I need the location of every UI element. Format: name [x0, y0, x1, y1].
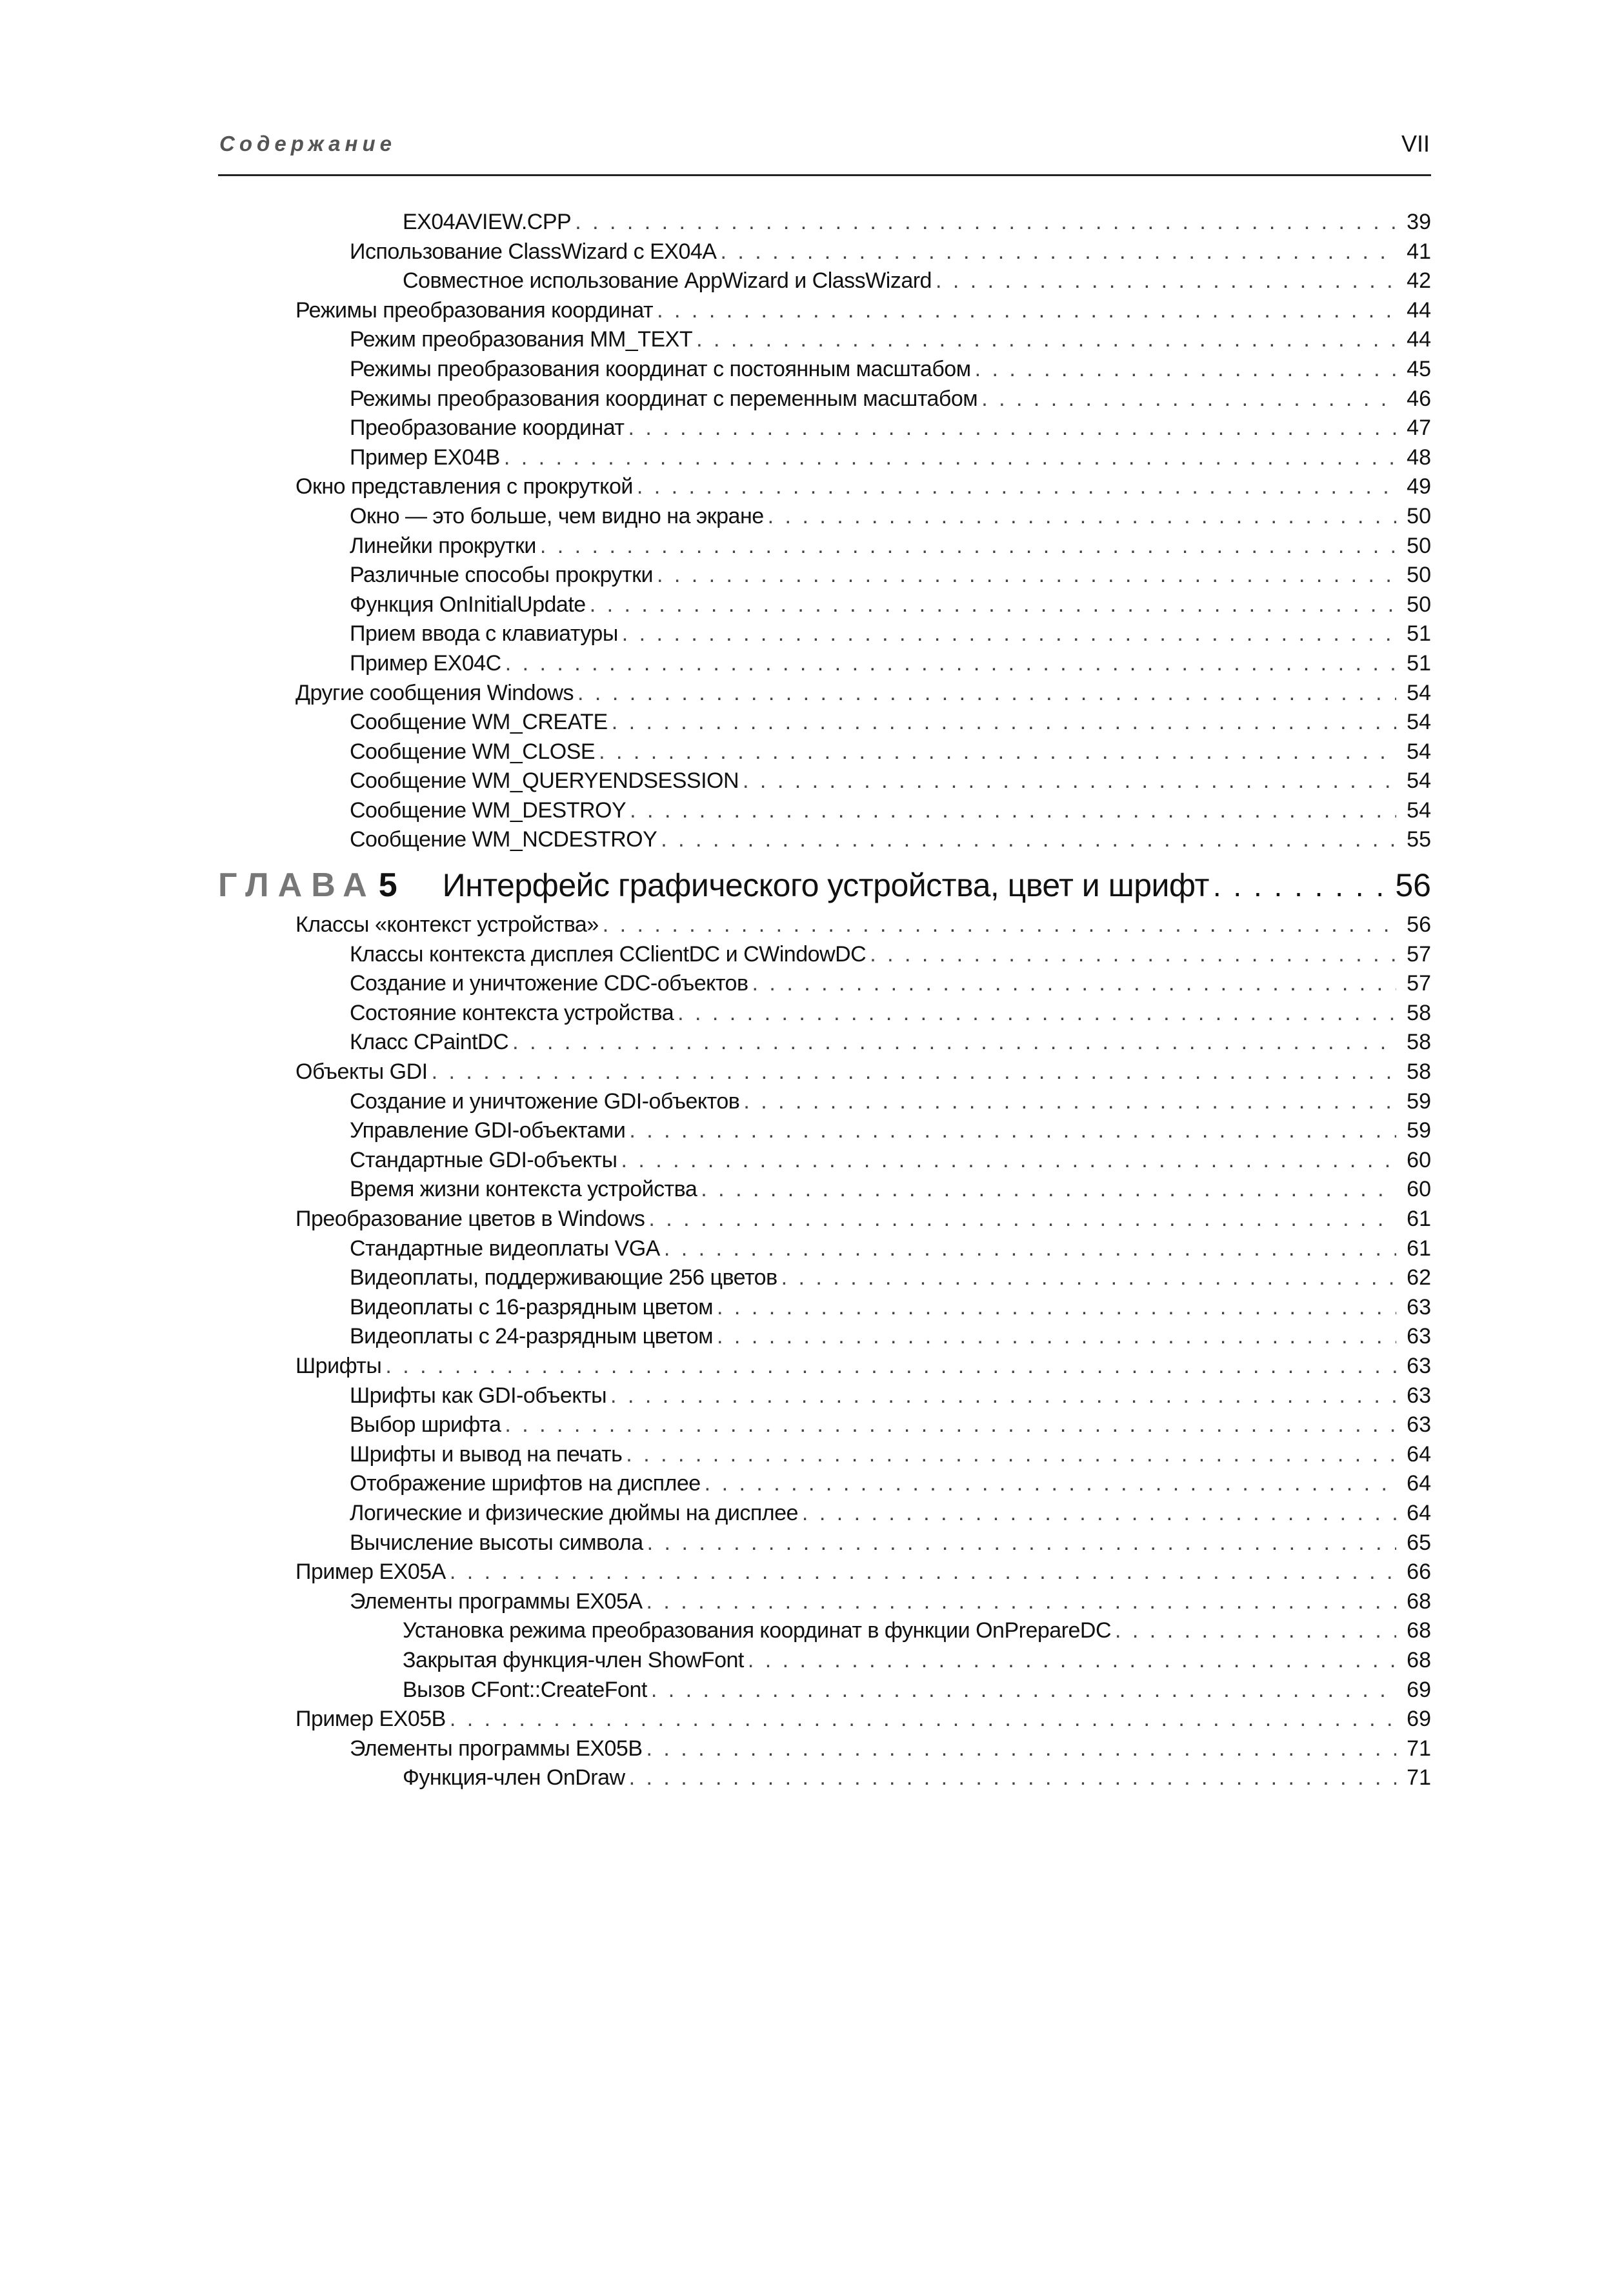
- dot-leader: [936, 266, 1396, 296]
- toc-entry[interactable]: [218, 1558, 1431, 1587]
- toc-entry[interactable]: [218, 1646, 1431, 1676]
- toc-entry-title: Выбор шрифта: [350, 1412, 501, 1438]
- dot-leader: [705, 1469, 1396, 1499]
- toc-entry-title: Режимы преобразования координат с переменным масштабом: [350, 386, 978, 411]
- dot-leader: [802, 1499, 1396, 1529]
- toc-entry[interactable]: [218, 414, 1431, 443]
- toc-entry[interactable]: [218, 708, 1431, 737]
- toc-entry[interactable]: [218, 1234, 1431, 1264]
- toc-entry-title: Классы «контекст устройства»: [296, 912, 599, 938]
- toc-section-before-chapter: [218, 208, 1431, 855]
- toc-entry-title: Сообщение WM_CREATE: [350, 710, 608, 735]
- toc-entry[interactable]: [218, 767, 1431, 796]
- toc-entry-title: Режимы преобразования координат с постоянным масштабом: [350, 356, 971, 381]
- toc-entry[interactable]: [218, 737, 1431, 767]
- toc-entry-title: Окно — это больше, чем видно на экране: [350, 503, 764, 528]
- dot-leader: [599, 737, 1396, 767]
- toc-entry[interactable]: [218, 1322, 1431, 1352]
- toc-entry-title: Различные способы прокрутки: [350, 563, 653, 588]
- toc-entry-page: 57: [1407, 941, 1431, 967]
- chapter-title: Интерфейс графического устройства, цвет и шрифт: [442, 867, 1209, 904]
- toc-entry-page: 71: [1407, 1765, 1431, 1791]
- toc-entry-title: Пример EX04C: [350, 650, 501, 676]
- toc-entry-page: 47: [1407, 416, 1431, 441]
- toc-entry[interactable]: [218, 325, 1431, 355]
- toc-entry-title: Шрифты как GDI-объекты: [350, 1383, 607, 1408]
- dot-leader: [504, 443, 1396, 473]
- toc-entry-title: Сообщение WM_DESTROY: [350, 797, 627, 823]
- dot-leader: [637, 472, 1396, 502]
- toc-entry[interactable]: [218, 1028, 1431, 1058]
- toc-entry[interactable]: [218, 679, 1431, 708]
- toc-entry-title: Режимы преобразования координат: [296, 297, 654, 323]
- toc-entry[interactable]: [218, 208, 1431, 237]
- toc-entry[interactable]: [218, 1410, 1431, 1440]
- dot-leader: [743, 1087, 1396, 1117]
- toc-entry-page: 64: [1407, 1471, 1431, 1496]
- toc-entry[interactable]: [218, 649, 1431, 679]
- toc-entry-page: 44: [1407, 297, 1431, 323]
- toc-entry-page: 61: [1407, 1207, 1431, 1231]
- toc-entry-title: Логические и физические дюймы на дисплее: [350, 1500, 798, 1525]
- dot-leader: [768, 502, 1396, 532]
- dot-leader: [696, 325, 1396, 355]
- toc-entry-page: 54: [1407, 680, 1431, 705]
- toc-entry-title: Пример EX05B: [296, 1707, 446, 1732]
- toc-entry-title: Классы контекста дисплея CClientDC и CWindowDC: [350, 941, 867, 967]
- toc-entry-title: Преобразование цветов в Windows: [296, 1207, 645, 1231]
- dot-leader: [647, 1529, 1396, 1558]
- toc-entry-title: Закрытая функция-член ShowFont: [403, 1647, 744, 1672]
- toc-entry-title: Вычисление высоты символа: [350, 1530, 643, 1555]
- toc-entry-title: Элементы программы EX05A: [350, 1589, 643, 1614]
- page-number: VII: [1401, 130, 1430, 157]
- toc-entry[interactable]: [218, 1440, 1431, 1470]
- page-header: [218, 129, 1431, 176]
- toc-entry[interactable]: [218, 1381, 1431, 1411]
- toc-entry[interactable]: [218, 1499, 1431, 1529]
- chapter-number: 5: [378, 867, 397, 905]
- toc-entry-title: Стандартные GDI-объекты: [350, 1147, 617, 1172]
- toc-entry-title: Сообщение WM_CLOSE: [350, 739, 596, 764]
- dot-leader: [505, 1410, 1396, 1440]
- dot-leader: [610, 1381, 1396, 1411]
- chapter-heading[interactable]: [218, 860, 1431, 910]
- dot-leader: [630, 796, 1396, 826]
- toc-entry-page: 58: [1407, 1000, 1431, 1025]
- toc-entry-page: 64: [1407, 1500, 1431, 1525]
- toc-entry[interactable]: [218, 910, 1431, 940]
- dot-leader: [677, 999, 1396, 1028]
- toc-entry[interactable]: [218, 619, 1431, 649]
- toc-entry-page: 68: [1407, 1647, 1431, 1672]
- toc-entry[interactable]: [218, 237, 1431, 267]
- toc-entry-title: Класс CPaintDC: [350, 1030, 509, 1055]
- toc-entry-title: Преобразование координат: [350, 416, 625, 441]
- toc-entry-page: 41: [1407, 239, 1431, 264]
- toc-entry[interactable]: [218, 1587, 1431, 1617]
- toc-entry-page: 63: [1407, 1324, 1431, 1349]
- toc-entry[interactable]: [218, 1263, 1431, 1293]
- toc-entry-page: 56: [1407, 912, 1431, 938]
- chapter-page-number: 56: [1395, 867, 1431, 904]
- toc-entry-page: 66: [1407, 1560, 1431, 1585]
- toc-entry-title: Окно представления с прокруткой: [296, 474, 633, 499]
- toc-entry-title: Отображение шрифтов на дисплее: [350, 1471, 701, 1496]
- dot-leader: [664, 1234, 1396, 1264]
- toc-entry[interactable]: [218, 532, 1431, 561]
- dot-leader: [647, 1734, 1396, 1764]
- dot-leader: [752, 969, 1396, 999]
- toc-entry[interactable]: [218, 825, 1431, 855]
- toc-entry-page: 58: [1407, 1059, 1431, 1085]
- toc-entry[interactable]: [218, 1352, 1431, 1381]
- toc-entry[interactable]: [218, 1058, 1431, 1087]
- dot-leader: [657, 561, 1396, 590]
- toc-entry-page: 65: [1407, 1530, 1431, 1555]
- dot-leader: [629, 1116, 1396, 1146]
- toc-entry-title: Элементы программы EX05B: [350, 1736, 643, 1761]
- dot-leader: [540, 532, 1396, 561]
- toc-entry-page: 68: [1407, 1618, 1431, 1643]
- toc-entry-page: 59: [1407, 1088, 1431, 1114]
- dot-leader: [512, 1028, 1396, 1058]
- toc-entry-page: 39: [1407, 210, 1431, 234]
- toc-entry[interactable]: [218, 1705, 1431, 1734]
- toc-entry-page: 63: [1407, 1353, 1431, 1378]
- toc-entry-title: Управление GDI-объектами: [350, 1118, 626, 1143]
- dot-leader: [612, 708, 1396, 737]
- toc-entry-title: Другие сообщения Windows: [296, 680, 574, 705]
- toc-entry-title: Совместное использование AppWizard и ClassWizard: [403, 268, 932, 294]
- toc-entry-page: 50: [1407, 533, 1431, 558]
- toc-entry-title: Шрифты и вывод на печать: [350, 1441, 623, 1467]
- toc-entry-page: 54: [1407, 797, 1431, 823]
- chapter-label: ГЛАВА: [218, 867, 376, 905]
- dot-leader: [701, 1175, 1396, 1205]
- dot-leader: [975, 355, 1396, 385]
- toc-entry-page: 54: [1407, 710, 1431, 735]
- toc-entry-title: Шрифты: [296, 1353, 382, 1378]
- toc-entry-page: 58: [1407, 1030, 1431, 1055]
- dot-leader: [647, 1587, 1396, 1617]
- toc-entry[interactable]: [218, 1616, 1431, 1646]
- dot-leader: [717, 1293, 1396, 1323]
- running-header-title: Содержание: [219, 132, 396, 155]
- toc-entry[interactable]: [218, 1763, 1431, 1793]
- toc-entry-page: 63: [1407, 1383, 1431, 1408]
- dot-leader: [743, 767, 1396, 796]
- toc-entry-page: 51: [1407, 650, 1431, 676]
- toc-entry[interactable]: [218, 940, 1431, 970]
- dot-leader: [628, 414, 1396, 443]
- toc-entry-title: Установка режима преобразования координат в функции OnPrepareDC: [403, 1618, 1112, 1643]
- toc-entry[interactable]: [218, 266, 1431, 296]
- toc-entry-title: Сообщение WM_NCDESTROY: [350, 827, 657, 852]
- toc-entry-page: 71: [1407, 1736, 1431, 1761]
- dot-leader: [748, 1646, 1396, 1676]
- toc-entry[interactable]: [218, 385, 1431, 414]
- dot-leader: [981, 385, 1396, 414]
- toc-entry[interactable]: [218, 1175, 1431, 1205]
- dot-leader: [577, 679, 1396, 708]
- toc-entry-title: Видеоплаты с 24-разрядным цветом: [350, 1324, 714, 1349]
- dot-leader: [648, 1205, 1396, 1234]
- dot-leader: [870, 940, 1396, 970]
- toc-entry-title: Объекты GDI: [296, 1059, 428, 1085]
- dot-leader: [622, 619, 1396, 649]
- toc-entry-title: Прием ввода с клавиатуры: [350, 621, 618, 647]
- dot-leader: [626, 1440, 1396, 1470]
- dot-leader: [603, 910, 1396, 940]
- toc-entry[interactable]: [218, 969, 1431, 999]
- dot-leader: [621, 1146, 1396, 1176]
- toc-entry[interactable]: [218, 1116, 1431, 1146]
- toc-entry-page: 50: [1407, 503, 1431, 528]
- dot-leader: [720, 237, 1396, 267]
- toc-entry-page: 49: [1407, 474, 1431, 499]
- toc-entry-page: 48: [1407, 445, 1431, 470]
- dot-leader: [450, 1558, 1396, 1587]
- toc-entry-title: Режим преобразования MM_TEXT: [350, 327, 693, 352]
- toc-entry[interactable]: [218, 443, 1431, 473]
- dot-leader: [505, 649, 1396, 679]
- toc-entry-title: Пример EX04B: [350, 445, 500, 470]
- toc-entry[interactable]: [218, 561, 1431, 590]
- toc-entry-title: Состояние контекста устройства: [350, 1000, 674, 1025]
- toc-entry-title: Видеоплаты, поддерживающие 256 цветов: [350, 1265, 777, 1290]
- toc-entry-page: 54: [1407, 768, 1431, 794]
- toc-entry-page: 45: [1407, 356, 1431, 381]
- toc-entry[interactable]: [218, 590, 1431, 620]
- toc-entry[interactable]: [218, 502, 1431, 532]
- toc-entry-title: EX04AVIEW.CPP: [403, 210, 572, 234]
- dot-leader: [1115, 1616, 1396, 1646]
- toc-entry-page: 69: [1407, 1707, 1431, 1732]
- toc-entry-title: Создание и уничтожение CDC-объектов: [350, 971, 748, 996]
- toc-entry-title: Вызов CFont::CreateFont: [403, 1677, 647, 1702]
- toc-entry-page: 55: [1407, 827, 1431, 852]
- dot-leader: [657, 296, 1396, 326]
- dot-leader: [781, 1263, 1396, 1293]
- toc-entry-title: Пример EX05A: [296, 1560, 446, 1585]
- toc-entry[interactable]: [218, 796, 1431, 826]
- toc-entry[interactable]: [218, 999, 1431, 1028]
- toc-entry[interactable]: [218, 1293, 1431, 1323]
- toc-entry[interactable]: [218, 1734, 1431, 1764]
- toc-entry[interactable]: [218, 1146, 1431, 1176]
- dot-leader: [385, 1352, 1396, 1381]
- toc-entry-title: Создание и уничтожение GDI-объектов: [350, 1088, 740, 1114]
- toc-entry[interactable]: [218, 1469, 1431, 1499]
- toc-entry-page: 64: [1407, 1441, 1431, 1467]
- toc-entry-page: 63: [1407, 1294, 1431, 1319]
- toc-entry-page: 68: [1407, 1589, 1431, 1614]
- dot-leader: [432, 1058, 1396, 1087]
- dot-leader: [1213, 861, 1392, 911]
- table-of-contents: [218, 208, 1431, 1793]
- toc-entry-title: Сообщение WM_QUERYENDSESSION: [350, 768, 739, 794]
- toc-entry-page: 50: [1407, 563, 1431, 588]
- toc-entry-page: 63: [1407, 1412, 1431, 1438]
- toc-entry-title: Функция-член OnDraw: [403, 1765, 625, 1791]
- toc-entry-page: 62: [1407, 1265, 1431, 1290]
- toc-entry-page: 54: [1407, 739, 1431, 764]
- toc-entry-title: Время жизни контекста устройства: [350, 1177, 697, 1202]
- toc-entry[interactable]: [218, 1529, 1431, 1558]
- toc-entry-page: 69: [1407, 1677, 1431, 1702]
- toc-section-after-chapter: [218, 910, 1431, 1793]
- dot-leader: [575, 208, 1396, 237]
- toc-entry[interactable]: [218, 1087, 1431, 1117]
- toc-entry[interactable]: [218, 1205, 1431, 1234]
- toc-entry[interactable]: [218, 355, 1431, 385]
- toc-entry-title: Использование ClassWizard с EX04A: [350, 239, 717, 264]
- dot-leader: [717, 1322, 1396, 1352]
- toc-entry-page: 46: [1407, 386, 1431, 411]
- toc-entry-title: Функция OnInitialUpdate: [350, 592, 586, 617]
- toc-entry-page: 44: [1407, 327, 1431, 352]
- toc-entry-page: 61: [1407, 1236, 1431, 1261]
- toc-entry-page: 60: [1407, 1147, 1431, 1172]
- toc-entry[interactable]: [218, 472, 1431, 502]
- toc-entry-title: Стандартные видеоплаты VGA: [350, 1236, 660, 1261]
- toc-entry-page: 51: [1407, 621, 1431, 647]
- dot-leader: [629, 1763, 1396, 1793]
- dot-leader: [661, 825, 1396, 855]
- dot-leader: [590, 590, 1396, 620]
- toc-entry-title: Линейки прокрутки: [350, 533, 536, 558]
- toc-entry-page: 50: [1407, 592, 1431, 617]
- toc-entry-page: 42: [1407, 268, 1431, 294]
- toc-entry-page: 60: [1407, 1177, 1431, 1202]
- dot-leader: [450, 1705, 1396, 1734]
- toc-entry-page: 59: [1407, 1118, 1431, 1143]
- toc-entry-title: Видеоплаты с 16-разрядным цветом: [350, 1294, 714, 1319]
- dot-leader: [651, 1676, 1396, 1705]
- toc-entry[interactable]: [218, 296, 1431, 326]
- toc-entry-page: 57: [1407, 971, 1431, 996]
- toc-entry[interactable]: [218, 1676, 1431, 1705]
